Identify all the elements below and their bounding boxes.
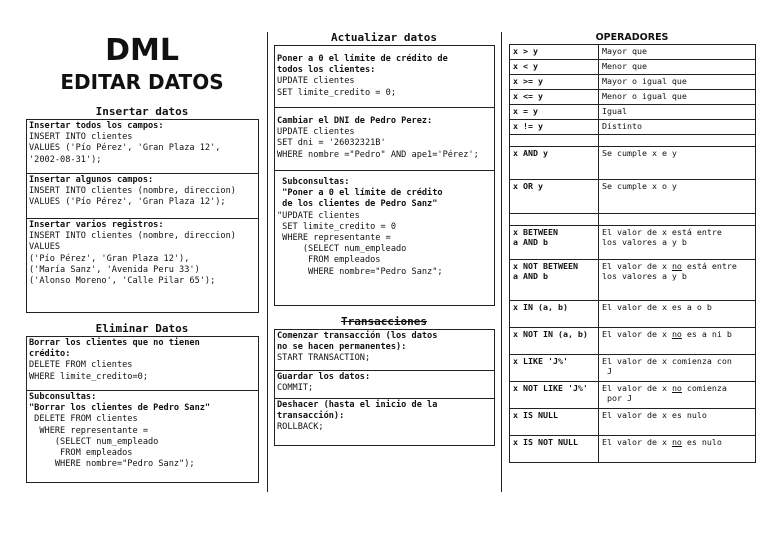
block-heading: Insertar algunos campos: [29,175,154,185]
insertar-heading: Insertar datos [95,105,189,118]
description-text: es nulo [681,437,722,447]
operator-row [510,90,756,105]
code-line: UPDATE clientes [277,76,355,87]
actualizar-block [275,108,494,171]
block-heading: Deshacer (hasta el inicio de la transacción): [277,400,438,422]
operator-row [510,301,756,328]
operadores-heading: OPERADORES [595,32,669,43]
operator-symbol: x NOT IN (a, b) [510,328,599,355]
transacciones-block [275,371,494,399]
transacciones-block [275,330,494,371]
column-divider [267,32,268,492]
eliminar-block [27,337,258,391]
operator-row [510,214,756,226]
transacciones-block [275,399,494,445]
actualizar-block [275,46,494,108]
block-heading: Comenzar transacción (los datos no se hacen permanentes): [277,331,438,353]
description-text: comienza por J [606,383,727,403]
operator-row [510,355,756,382]
operator-symbol: x OR y [510,180,599,214]
operator-symbol: x IS NULL [510,409,599,436]
operator-description: Distinto [599,120,756,135]
code-line: '2002-08-31'); [29,154,102,165]
code-line: COMMIT; [277,383,314,394]
operator-row [510,328,756,355]
code-line: FROM empleados [277,255,381,266]
operator-row [510,180,756,214]
code-line: SET dni = '26032321B' [277,138,386,149]
code-line: WHERE limite_credito=0; [29,371,148,382]
insertar-block [27,120,258,174]
operator-description: El valor de x comienza con J [599,355,756,382]
operator-symbol: x NOT BETWEEN a AND b [510,260,599,301]
code-line: (SELECT num_empleado [277,244,407,255]
operator-row [510,436,756,463]
code-line: UPDATE clientes [277,127,355,138]
operator-symbol: x IS NOT NULL [510,436,599,463]
operator-symbol: x > y [510,45,599,60]
eliminar-box [26,336,259,483]
operator-row [510,260,756,301]
code-line: (SELECT num_empleado [29,436,159,447]
code-line: WHERE nombre="Pedro Sanz"); [29,459,195,470]
operator-symbol: x = y [510,105,599,120]
operator-description: El valor de x está entre los valores a y b [599,226,756,260]
operator-row [510,120,756,135]
operator-description: El valor de x es a o b [599,301,756,328]
operadores-table [509,44,756,463]
eliminar-block [27,391,258,482]
operator-description: Mayor que [599,45,756,60]
operator-row [510,75,756,90]
operator-description: El valor de x es nulo [599,409,756,436]
operator-description: Se cumple x o y [599,180,756,214]
operator-row [510,105,756,120]
code-line: DELETE FROM clientes [29,360,133,371]
operator-description: Menor o igual que [599,90,756,105]
code-line: INSERT INTO clientes [29,132,133,143]
block-heading: Subconsultas: "Poner a 0 el límite de crédito de los clientes de Pedro Sanz" [282,177,443,210]
operator-symbol: x NOT LIKE 'J%' [510,382,599,409]
code-line: INSERT INTO clientes (nombre, direccion) [29,186,236,197]
negation-word: no [671,383,682,393]
code-line: VALUES ('Pío Pérez', 'Gran Plaza 12', [29,143,221,154]
operator-description [599,214,756,226]
operator-symbol: x >= y [510,75,599,90]
code-line: VALUES [29,242,61,253]
insertar-box [26,119,259,313]
operator-symbol: x <= y [510,90,599,105]
code-line: ROLLBACK; [277,422,324,433]
operator-description [599,135,756,147]
description-text: El valor de x [602,437,672,447]
operator-symbol [510,214,599,226]
code-line: WHERE nombre="Pedro Sanz"; [277,266,443,277]
operator-symbol: x LIKE 'J%' [510,355,599,382]
code-line: FROM empleados [29,448,133,459]
operator-row [510,409,756,436]
operator-description [599,436,756,463]
description-text: está entre los valores a y b [602,261,737,281]
operator-symbol: x IN (a, b) [510,301,599,328]
code-line: INSERT INTO clientes (nombre, direccion) [29,231,236,242]
operator-description [599,328,756,355]
description-text: El valor de x [602,383,672,393]
block-heading: Poner a 0 el límite de crédito de todos los clientes: [277,54,448,76]
operator-row [510,60,756,75]
transacciones-box [274,329,495,446]
code-line: DELETE FROM clientes [29,414,138,425]
description-text: es a ni b [681,329,732,339]
transacciones-heading: Transacciones [340,315,428,328]
operator-description: Se cumple x e y [599,147,756,180]
operator-symbol: x < y [510,60,599,75]
insertar-block [27,174,258,219]
column-divider [501,32,502,492]
operator-symbol [510,135,599,147]
operator-symbol: x != y [510,120,599,135]
operator-description [599,382,756,409]
block-heading: Borrar los clientes que no tienen crédito: [29,338,200,360]
operator-symbol: x BETWEEN a AND b [510,226,599,260]
actualizar-block [275,171,494,305]
description-text: El valor de x [602,261,672,271]
code-line: ('Alonso Moreno', 'Calle Pilar 65'); [29,276,216,287]
block-heading: Insertar todos los campos: [29,121,164,131]
code-line: ('María Sanz', 'Avenida Peru 33') [29,264,200,275]
operator-description: Menor que [599,60,756,75]
operator-symbol: x AND y [510,147,599,180]
code-line: SET limite_credito = 0; [277,87,396,98]
code-line: WHERE nombre ="Pedro" AND ape1='Pérez'; [277,149,479,160]
code-line: "UPDATE clientes [277,210,360,221]
code-line: WHERE representante = [29,425,148,436]
code-line: SET limite_credito = 0 [277,221,396,232]
block-heading: Subconsultas: "Borrar los clientes de Pedro Sanz" [29,392,211,414]
code-line: VALUES ('Pío Pérez', 'Gran Plaza 12'); [29,197,226,208]
eliminar-heading: Eliminar Datos [95,322,189,335]
negation-word: no [671,329,682,339]
operator-row [510,147,756,180]
code-line: START TRANSACTION; [277,353,371,364]
page-subtitle: EDITAR DATOS [60,70,224,94]
operator-description [599,260,756,301]
negation-word: no [671,261,682,271]
actualizar-box [274,45,495,306]
operator-row [510,226,756,260]
page-title: DML [105,33,179,68]
operator-description: Igual [599,105,756,120]
operator-description: Mayor o igual que [599,75,756,90]
insertar-block [27,219,258,312]
block-heading: Guardar los datos: [277,372,371,382]
negation-word: no [671,437,682,447]
description-text: El valor de x [602,329,672,339]
operator-row [510,135,756,147]
code-line: ('Pío Pérez', 'Gran Plaza 12'), [29,253,190,264]
actualizar-heading: Actualizar datos [331,31,437,44]
operator-row [510,45,756,60]
block-heading: Insertar varios registros: [29,220,164,230]
block-heading: Cambiar el DNI de Pedro Perez: [277,116,433,126]
operator-row [510,382,756,409]
code-line: WHERE representante = [277,233,391,244]
